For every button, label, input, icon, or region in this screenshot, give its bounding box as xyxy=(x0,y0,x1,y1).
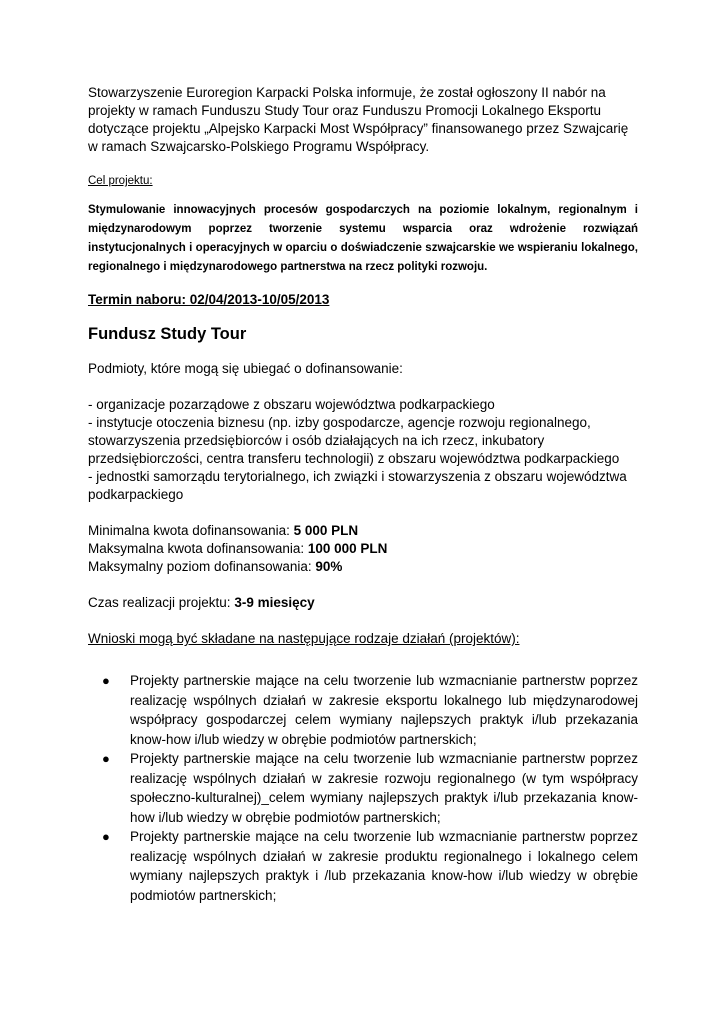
duration-value: 3-9 miesięcy xyxy=(234,595,315,610)
eligible-item: - instytucje otoczenia biznesu (np. izby gospodarcze, agencje rozwoju regionalnego, stowarzyszenia przedsiębiorców i osób działających na ich rzecz, inkubatory przedsiębiorczości, centra transferu technologii) z obszaru województwa podkarpackiego xyxy=(88,415,620,466)
action-text: Projekty partnerskie mające na celu tworzenie lub wzmacnianie partnerstw poprzez realizację wspólnych działań w zakresie eksportu lokalnego lub międzynarodowej współpracy gospodarczej celem wymiany najlepszych praktyk i/lub przekazania know-how i/lub wiedzy w obrębie podmiotów partnerskich; xyxy=(130,673,638,747)
action-text: Projekty partnerskie mające na celu tworzenie lub wzmacnianie partnerstw poprzez realizację wspólnych działań w zakresie produktu regionalnego i lokalnego celem wymiany najlepszych praktyk i /lub przekazania know-how i/lub wiedzy w obrębie podmiotów partnerskich; xyxy=(130,829,638,903)
max-amount-value: 100 000 PLN xyxy=(307,541,388,556)
fund-title: Fundusz Study Tour xyxy=(88,325,247,343)
eligible-list xyxy=(88,396,638,504)
max-level-value: 90% xyxy=(315,559,343,574)
list-item xyxy=(88,827,638,905)
deadline: Termin naboru: 02/04/2013-10/05/2013 xyxy=(88,292,330,307)
max-level-label: Maksymalny poziom dofinansowania: xyxy=(88,559,316,574)
funding-amounts xyxy=(88,522,638,576)
goal-text: Stymulowanie innowacyjnych procesów gospodarczych na poziomie lokalnym, regionalnym i międzynarodowym poprzez tworzenie systemu wsparcia oraz wdrożenie rozwiązań instytucjonalnych i operacyjnych w oparciu o doświadczenie szwajcarskie we wspieraniu lokalnego, regionalnego i międzynarodowego partnerstwa na rzecz polityki rozwoju. xyxy=(88,204,638,273)
duration-row xyxy=(88,594,638,612)
goal-label: Cel projektu: xyxy=(88,175,153,187)
min-amount-label: Minimalna kwota dofinansowania: xyxy=(88,523,294,538)
eligible-item: - organizacje pozarządowe z obszaru województwa podkarpackiego xyxy=(88,397,495,412)
min-amount-value: 5 000 PLN xyxy=(293,523,359,538)
list-item xyxy=(88,671,638,749)
eligible-intro: Podmioty, które mogą się ubiegać o dofinansowanie: xyxy=(88,361,403,376)
bullet-dot-icon: ● xyxy=(102,829,110,844)
list-item xyxy=(88,749,638,827)
eligible-item: - jednostki samorządu terytorialnego, ich związki i stowarzyszenia z obszaru województwa podkarpackiego xyxy=(88,469,627,502)
min-amount-row xyxy=(88,522,638,540)
max-level-row xyxy=(88,558,638,576)
duration-label: Czas realizacji projektu: xyxy=(88,595,235,610)
bullet-dot-icon: ● xyxy=(102,673,110,688)
bullet-dot-icon: ● xyxy=(102,751,110,766)
actions-list xyxy=(88,671,638,905)
intro-paragraph: Stowarzyszenie Euroregion Karpacki Polska informuje, że został ogłoszony II nabór na projekty w ramach Funduszu Study Tour oraz Funduszu Promocji Lokalnego Eksportu dotyczące projektu „Alpejsko Karpacki Most Współpracy” finansowanego przez Szwajcarię w ramach Szwajcarsko-Polskiego Programu Współpracy. xyxy=(88,85,629,154)
document-page xyxy=(88,84,638,905)
actions-intro: Wnioski mogą być składane na następujące rodzaje działań (projektów): xyxy=(88,631,520,646)
action-text: Projekty partnerskie mające na celu tworzenie lub wzmacnianie partnerstw poprzez realizację wspólnych działań w zakresie rozwoju regionalnego (w tym współpracy społeczno-kulturalnej)_celem wymiany najlepszych praktyk i/lub przekazania know-how i/lub wiedzy w obrębie podmiotów partnerskich; xyxy=(130,751,638,825)
max-amount-row xyxy=(88,540,638,558)
max-amount-label: Maksymalna kwota dofinansowania: xyxy=(88,541,308,556)
